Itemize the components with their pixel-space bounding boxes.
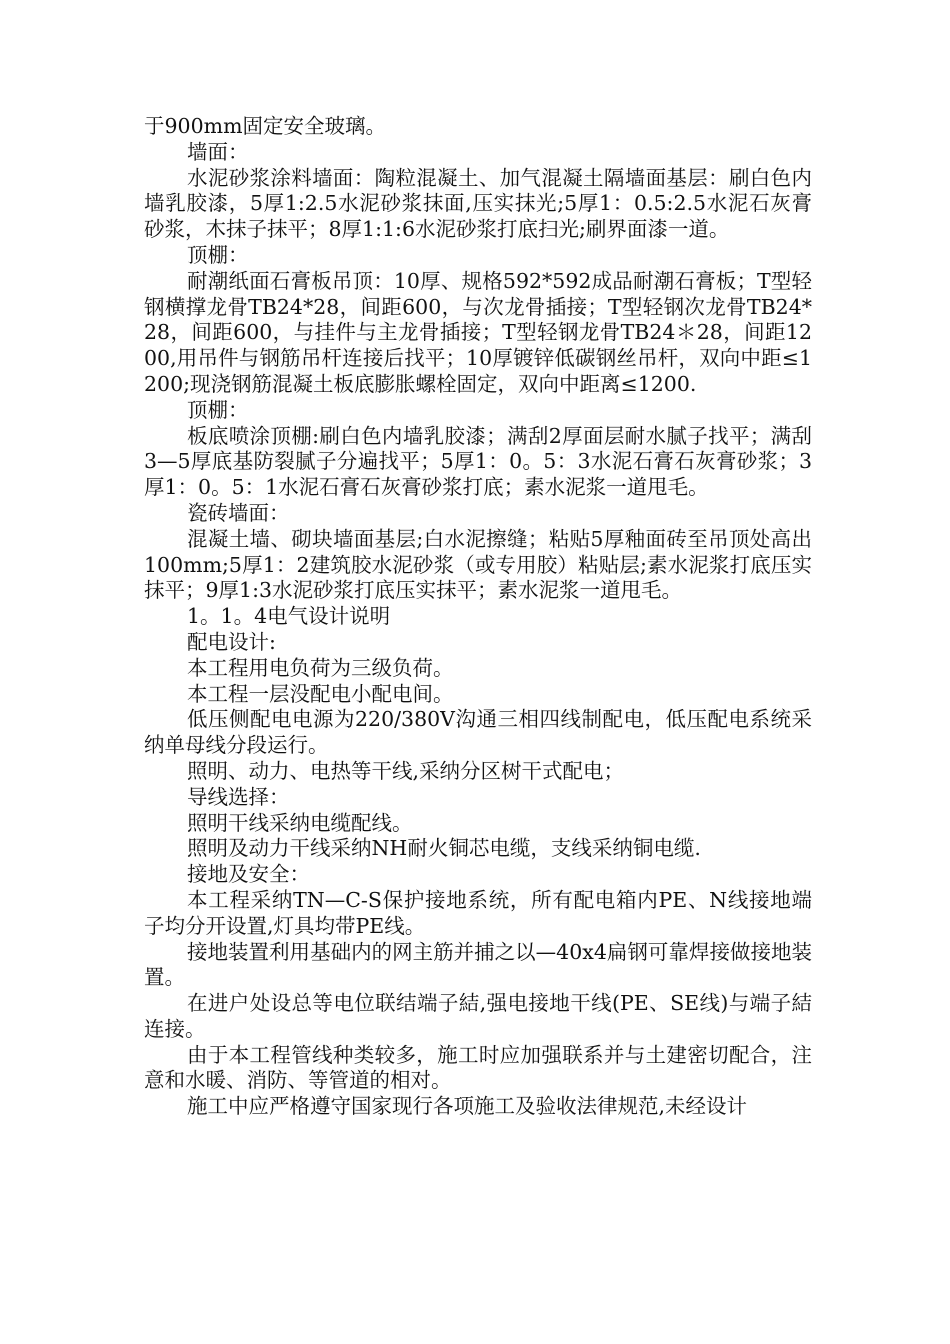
paragraph-distribution-room: 本工程一层没配电小配电间。 bbox=[187, 681, 454, 706]
section-title-electrical: 1。1。4电气设计说明 bbox=[187, 604, 391, 629]
heading-grounding-safety: 接地及安全： bbox=[187, 862, 310, 887]
heading-wire-selection: 导线选择： bbox=[187, 784, 290, 809]
paragraph-gypsum-ceiling: 耐潮纸面石膏板吊顶：10厚、规格592*592成品耐潮石膏板；T型轻钢横撑龙骨TB24*28，间距600，与次龙骨插接；T型轻钢次龙骨TB24*28，间距600，与挂件与主龙骨插接；T型轻钢龙骨TB24＊28，间距1200,用吊件与钢筋吊杆连接后找平；10厚镀锌低碳钢丝吊杆，双向中距≤1200;现浇钢筋混凝土板底膨胀螺栓固定，双向中距离≤1200. bbox=[144, 268, 812, 396]
paragraph-load-class: 本工程用电负荷为三级负荷。 bbox=[187, 655, 454, 680]
heading-distribution-design: 配电设计: bbox=[187, 629, 276, 654]
heading-ceiling-2: 顶棚： bbox=[187, 397, 249, 422]
heading-wall-surface: 墙面： bbox=[187, 139, 249, 164]
paragraph-sprayed-ceiling: 板底喷涂顶棚:刷白色内墙乳胶漆；满刮2厚面层耐水腻子找平；满刮3—5厚底基防裂腻子分遍找平；5厚1：0。5：3水泥石膏石灰膏砂浆；3厚1：0。5：1水泥石膏石灰膏砂浆打底；素水泥浆一道甩毛。 bbox=[144, 423, 812, 500]
heading-ceiling: 顶棚： bbox=[187, 242, 249, 267]
document-page bbox=[144, 114, 812, 1120]
paragraph-cement-mortar-wall: 水泥砂浆涂料墙面：陶粒混凝土、加气混凝土隔墙面基层：刷白色内墙乳胶漆，5厚1:2.5水泥砂浆抹面,压实抹光;5厚1：0.5:2.5水泥石灰膏砂浆，木抹子抹平；8厚1:1:6水泥砂浆打底扫光;刷界面漆一道。 bbox=[144, 165, 812, 242]
paragraph-tile-wall: 混凝土墙、砌块墙面基层;白水泥擦缝；粘贴5厚釉面砖至吊顶处高出100mm;5厚1：2建筑胶水泥砂浆（或专用胶）粘贴层;素水泥浆打底压实抹平；9厚1:3水泥砂浆打底压实抹平；素水泥浆一道甩毛。 bbox=[144, 526, 812, 603]
paragraph-fire-resistant-cable: 照明及动力干线采纳NH耐火铜芯电缆，支线采纳铜电缆. bbox=[187, 836, 701, 861]
paragraph-grounding-system: 本工程采纳TN—C-S保护接地系统，所有配电箱内PE、N线接地端子均分开设置,灯具均带PE线。 bbox=[144, 887, 812, 938]
paragraph-lighting-cable: 照明干线采纳电缆配线。 bbox=[187, 810, 413, 835]
paragraph-trunk-lines: 照明、动力、电热等干线,采纳分区树干式配电； bbox=[187, 758, 625, 783]
paragraph-equipotential: 在进户处设总等电位联结端子結,强电接地干线(PE、SE线)与端子結连接。 bbox=[144, 991, 812, 1041]
paragraph-glass-continuation: 于900mm固定安全玻璃。 bbox=[144, 114, 387, 138]
paragraph-coordination: 由于本工程管线种类较多，施工时应加强联系并与土建密切配合，注意和水暖、消防、等管道的相对。 bbox=[144, 1042, 812, 1093]
paragraph-grounding-device: 接地装置利用基础内的网主筋并捕之以—40x4扁钢可靠焊接做接地装置。 bbox=[144, 939, 812, 990]
paragraph-low-voltage-supply: 低压侧配电电源为220/380V沟通三相四线制配电，低压配电系统采纳单母线分段运行。 bbox=[144, 707, 812, 758]
heading-tile-wall: 瓷砖墙面： bbox=[187, 500, 290, 525]
paragraph-regulations: 施工中应严格遵守国家现行各项施工及验收法律规范,未经设计 bbox=[187, 1094, 748, 1119]
